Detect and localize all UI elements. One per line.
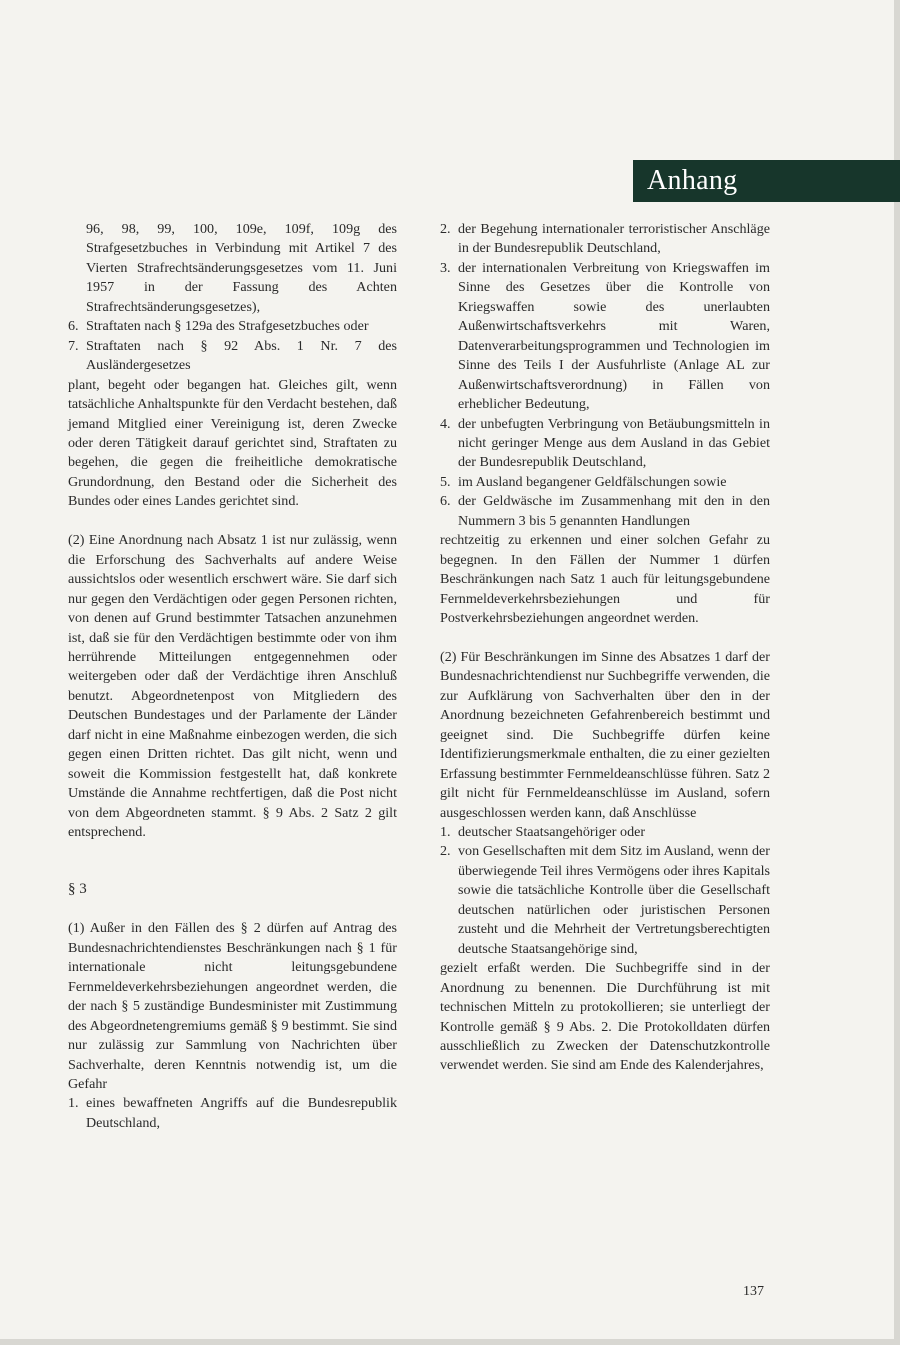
list-text: im Ausland begangener Geldfälschungen sowie <box>458 473 727 490</box>
list-text: der Begehung internationaler terroristischer Anschläge in der Bundesrepublik Deutschland, <box>458 221 770 257</box>
list-item <box>68 317 397 336</box>
list-item <box>440 220 770 259</box>
list-item <box>440 823 770 842</box>
list-number: 5. <box>440 473 451 490</box>
paragraph: gezielt erfaßt werden. Die Suchbegriffe sind in der Anordnung zu benennen. Die Durchführung ist mit technischen Mitteln zu protokollieren; sie unterliegt der Kontrolle gemäß § 9 Abs. 2. Die Protokolldaten dürfen ausschließlich zu Zwecken der Datenschutzkontrolle verwendet werden. Sie sind am Ende des Kalenderjahres, <box>440 960 770 1074</box>
list-text: von Gesellschaften mit dem Sitz im Ausland, wenn der überwiegende Teil ihres Vermögens oder ihres Kapitals sowie die tatsächliche Kontrolle über die Gesellschaft deutschen natürlichen oder juristischen Personen zusteht und die Mehrheit der Vertretungsberechtigten deutsche Staatsangehörige sind, <box>458 843 770 957</box>
paragraph: (2) Für Beschränkungen im Sinne des Absatzes 1 darf der Bundesnachrichtendienst nur Suchbegriffe verwenden, die zur Aufklärung von Sachverhalten über den in der Anordnung bezeichneten Gefahrenbereich bestimmt und geeignet sind. Die Suchbegriffe dürfen keine Identifizierungsmerkmale enthalten, die zu einer gezielten Erfassung bestimmter Fernmeldeanschlüsse führen. Satz 2 gilt nicht für Fernmeldeanschlüsse im Ausland, sofern ausgeschlossen werden kann, daß Anschlüsse <box>440 648 770 821</box>
list-number: 2. <box>440 221 451 237</box>
list-text: Straftaten nach § 129a des Strafgesetzbuches oder <box>86 318 369 335</box>
list-continuation: 96, 98, 99, 100, 109e, 109f, 109g des Strafgesetzbuches in Verbindung mit Artikel 7 des Vierten Strafrechtsänderungsgesetzes vom 11. Juni 1957 in der Fassung des Achten Strafrechtsänderungsgesetzes), <box>86 221 397 315</box>
list-item <box>440 259 770 415</box>
page-edge <box>0 1339 900 1345</box>
list-item <box>440 492 770 531</box>
list-text: der internationalen Verbreitung von Kriegswaffen im Sinne des Gesetzes über die Kontrolle von Kriegswaffen sowie des unerlaubten Außenwirtschaftsverkehrs mit Waren, Datenverarbeitungsprogrammen und Technologien im Sinne des Teils I der Ausfuhrliste (Anlage AL zur Außenwirtschaftsverordnung) in Fällen von erheblicher Bedeutung, <box>458 259 770 413</box>
list-number: 7. <box>68 337 79 354</box>
paragraph: plant, begeht oder begangen hat. Gleiches gilt, wenn tatsächliche Anhaltspunkte für den Verdacht bestehen, daß jemand Mitglied einer Vereinigung ist, deren Zwecke oder deren Tätigkeit darauf gerichtet sind, Straftaten zu begehen, die gegen die freiheitliche demokratische Grundordnung, den Bestand oder die Sicherheit des Bundes oder eines Landes gerichtet sind. <box>68 376 397 510</box>
list-item <box>440 473 770 492</box>
list-number: 6. <box>68 318 79 335</box>
list-number: 1. <box>68 1095 79 1112</box>
list-number: 1. <box>440 824 451 841</box>
list-item <box>440 842 770 959</box>
list-text: eines bewaffneten Angriffs auf die Bundesrepublik Deutschland, <box>86 1095 397 1131</box>
right-column <box>440 220 770 1076</box>
paragraph: rechtzeitig zu erkennen und einer solchen Gefahr zu begegnen. In den Fällen der Nummer 1 dürfen Beschränkungen nach Satz 1 auch für leitungsgebundene Fernmeldeverkehrsbeziehungen und für Postverkehrsbeziehungen angeordnet werden. <box>440 532 770 627</box>
left-column <box>68 220 397 1133</box>
list-text: der unbefugten Verbringung von Betäubungsmitteln in nicht geringer Menge aus dem Ausland in das Gebiet der Bundesrepublik Deutschland, <box>458 415 770 471</box>
list-number: 3. <box>440 259 451 276</box>
list-item <box>68 1094 397 1133</box>
list-text: der Geldwäsche im Zusammenhang mit den in den Nummern 3 bis 5 genannten Handlungen <box>458 493 770 529</box>
list-number: 6. <box>440 493 451 510</box>
list-text: Straftaten nach § 92 Abs. 1 Nr. 7 des Ausländergesetzes <box>86 337 397 374</box>
section-heading: § 3 <box>68 881 87 898</box>
list-item <box>68 337 397 376</box>
paragraph: (2) Eine Anordnung nach Absatz 1 ist nur zulässig, wenn die Erforschung des Sachverhalts auf andere Weise aussichtslos oder wesentlich erschwert wäre. Sie darf sich nur gegen den Verdächtigen oder gegen Personen richten, von denen auf Grund bestimmter Tatsachen anzunehmen ist, daß sie für den Verdächtigen bestimmte oder von ihm herrührende Mitteilungen entgegennehmen oder weitergeben oder daß der Verdächtige ihren Anschluß benutzt. Abgeordnetenpost von Mitgliedern des Deutschen Bundestages und der Parlamente der Länder darf nicht in eine Maßnahme einbezogen werden, die sich gegen einen Dritten richtet. Das gilt nicht, wenn und soweit die Kommission festgestellt hat, daß konkrete Umstände die Annahme rechtfertigen, daß die Post nicht von dem Abgeordneten stammt. § 9 Abs. 2 Satz 2 gilt entsprechend. <box>68 532 397 841</box>
list-item <box>440 415 770 473</box>
paragraph: (1) Außer in den Fällen des § 2 dürfen auf Antrag des Bundesnachrichtendienstes Beschränkungen nach § 1 für internationale nicht leitungsgebundene Fernmeldeverkehrsbeziehungen angeordnet werden, die der nach § 5 zuständige Bundesminister mit Zustimmung des Abgeordnetengremiums gemäß § 9 bestimmt. Sie sind nur zulässig zur Sammlung von Nachrichten über Sachverhalte, deren Kenntnis notwendig ist, um die Gefahr <box>68 920 397 1092</box>
list-text: deutscher Staatsangehöriger oder <box>458 824 646 841</box>
list-number: 2. <box>440 843 451 860</box>
list-number: 4. <box>440 415 451 432</box>
page-number: 137 <box>743 1284 764 1299</box>
section-header: Anhang <box>633 160 900 202</box>
